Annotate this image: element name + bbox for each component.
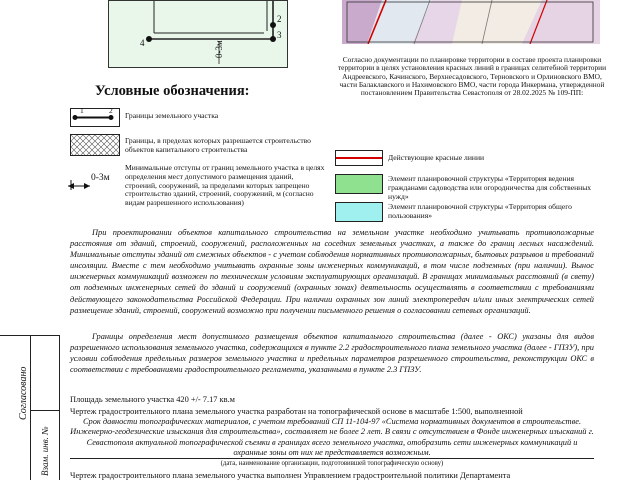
legend-swatch-public — [335, 202, 383, 222]
survey-underline — [70, 458, 594, 459]
stamp-divider-vertical-2 — [59, 335, 60, 480]
red-line-symbol-icon — [336, 151, 382, 165]
drawing-author-line: Чертеж градостроительного плана земельного участка выполнен Управлением градостроительной политики Департамента — [70, 471, 511, 480]
legend-text-offset: Минимальные отступы от границ земельного участка в целях определения мест допустимого размещения зданий, строений, сооружений, за пределами которых запрещено строительство зданий, строений, сооружений, м (согласно видам разрешенного использования) — [125, 163, 325, 208]
planning-map-fragment — [342, 0, 600, 44]
site-plan-drawing — [109, 1, 287, 67]
point-label-4: 4 — [140, 38, 145, 48]
stamp-divider-mid — [30, 410, 60, 411]
hatch-pattern-icon — [71, 135, 119, 155]
offset-arrow-icon — [66, 177, 92, 191]
legend-marker-num-2: 2 — [109, 106, 113, 115]
survey-caption: (дата, наименование организации, подготовившей топографическую основу) — [220, 460, 444, 467]
planning-documentation-note: Согласно документации по планировке территории в составе проекта планировки территории в целях установления красных линий в границах селитебной территории Андреевского, Качинского, Верхнесадовского, Терновского и Орлиновского ВМО, части Балаклавского и Нахимовского ВМО, части города Инкермана, утвержденной постановлением Правительства Севастополя от 28.02.2025 № 109-ПП: — [337, 55, 607, 98]
legend-text-boundary: Границы земельного участка — [125, 111, 219, 120]
point-label-2: 2 — [277, 14, 282, 24]
legend-text-public: Элемент планировочной структуры «Территория общего пользования» — [388, 202, 572, 220]
legend-marker-num-1: 1 — [80, 106, 84, 115]
fire-safety-paragraph: При проектировании объектов капитального строительства на земельном участке необходимо учитывать противопожарные расстояния от зданий, строений, сооружений, расположенных на соседних земельных участках, а также до границ лесных насаждений. Минимальные отступы зданий от смежных объектов - с учетом соблюдения нормативных противопожарных, бытовых разрывов и требований инсоляции. Вместе с тем необходимо учитывать охранные зоны инженерных коммуникаций, в том числе подземных (при наличии). Вынос инженерных коммуникаций возможен по техническим условиям эксплуатирующих организаций. В границах минимальных расстояний (в свету) от подземных инженерных сетей до зданий и сооружений (охранных зонах) деятельность осуществлять в соответствии с требованиями действующего законодательства Российской Федерации. При наличии охранных зон линий электропередач и/или иных электрических сетей размещение зданий, строений, сооружений возможно при получении письменного решения о согласовании сетевых организаций. — [70, 228, 594, 315]
boundary-point-2 — [270, 22, 276, 28]
land-area-line: Площадь земельного участка 420 +/- 7.17 кв.м — [70, 395, 235, 404]
legend-title: Условные обозначения: — [95, 83, 250, 99]
approval-label: Согласовано — [18, 366, 29, 420]
plan-offset-label: 0-3м — [214, 40, 224, 58]
legend-text-build-zone: Границы, в пределах которых разрешается строительство объектов капитального строительства — [125, 136, 311, 154]
legend-marker-build-zone — [70, 134, 120, 156]
site-plan-fragment — [108, 0, 288, 68]
boundary-point-3 — [270, 36, 276, 42]
planning-map-drawing — [342, 0, 600, 44]
point-label-3: 3 — [277, 30, 282, 40]
stamp-divider-vertical-1 — [30, 335, 31, 480]
boundary-point-4 — [146, 36, 152, 42]
replaced-inventory-label: Взам. инв. № — [40, 426, 50, 476]
legend-text-red-lines: Действующие красные линии — [388, 153, 485, 162]
legend-text-garden: Элемент планировочной структуры «Территория ведения гражданами садоводства или огородничества для собственных нужд» — [388, 174, 592, 201]
legend-marker-red-lines — [335, 150, 383, 166]
survey-validity-text: Срок давности топографических материалов, с учетом требований СП 11-104-97 «Система нормативных документов в строительстве. Инженерно-геодезические изыскания для строительства», составляет не более 2 лет. В связи с отсутствием в Фонде инженерных изысканий г. Севастополя актуальной топографической съемки в границах всего земельного участка, отобразить сети инженерных коммуникаций и охранные зоны от них не представляется возможным. — [70, 417, 594, 458]
legend-swatch-garden — [335, 174, 383, 194]
permitted-placement-paragraph: Границы определения мест допустимого размещения объектов капитального строительства (далее - ОКС) указаны для видов разрешенного использования земельного участка, содержащихся в пункте 2.2 градостроительного плана земельного участка (далее - ГПЗУ), при условии соблюдения предельных размеров земельного участка и предельных параметров разрешенного строительства, реконструкции ОКС в соответствии с требованиями градостроительного регламента, указанными в пункте 2.3 ГПЗУ. — [70, 332, 594, 375]
legend-marker-offset-label: 0-3м — [91, 173, 110, 183]
survey-basis-line: Чертеж градостроительного плана земельного участка разработан на топографической основе в масштабе 1:500, выполненной — [70, 407, 523, 416]
